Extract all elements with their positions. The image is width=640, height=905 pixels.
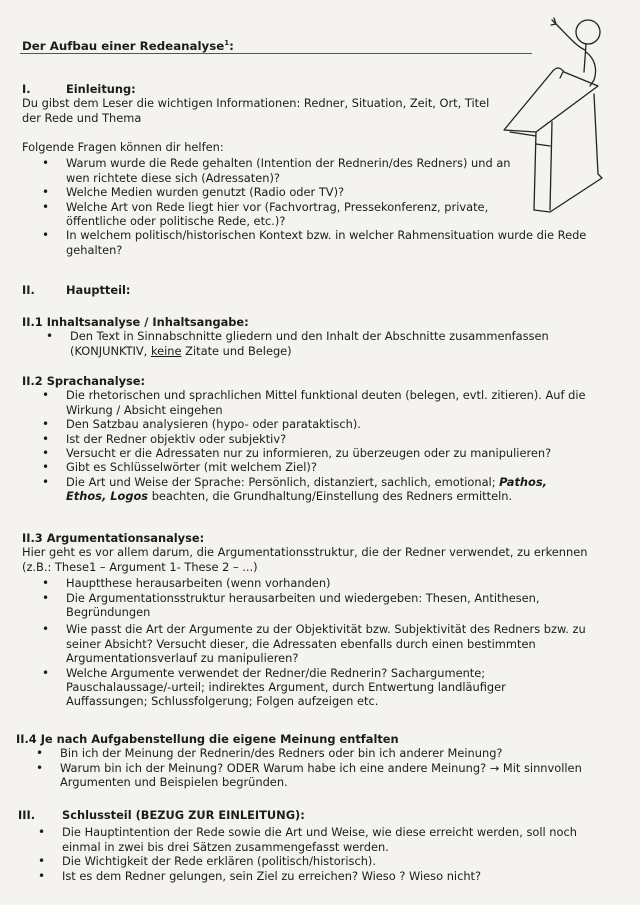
intro-line: (z.B.: These1 – Argument 1- These 2 – ...) bbox=[22, 559, 258, 574]
schlussteil-list bbox=[18, 825, 618, 883]
section-eigene-meinung bbox=[16, 732, 616, 790]
list-item: • Welche Argumente verwendet der Redner/die Rednerin? Sachargumente; Pauschalaussage/-urteil; indirektes Argument, durch Entwertung landläufiger Auffassungen; Schlussfolgerung; Folgen aufzeigen etc. bbox=[22, 666, 622, 709]
eigene-meinung-list bbox=[16, 746, 616, 789]
intro-line: Hier geht es vor allem darum, die Argumentationsstruktur, die der Redner verwendet, zu erkennen bbox=[22, 545, 588, 560]
section-heading: III. Schlussteil (BEZUG ZUR EINLEITUNG): bbox=[18, 808, 305, 822]
list-item: • In welchem politisch/historischen Kontext bzw. in welcher Rahmensituation wurde die Rede gehalten? bbox=[22, 228, 592, 257]
list-item: • Welche Art von Rede liegt hier vor (Fachvortrag, Pressekonferenz, private, öffentliche oder politische Rede, etc.)? bbox=[22, 200, 592, 229]
argumentationsanalyse-list bbox=[22, 576, 622, 709]
questions-label: Folgende Fragen können dir helfen: bbox=[22, 140, 224, 154]
list-item: • Den Satzbau analysieren (hypo- oder parataktisch). bbox=[22, 417, 622, 431]
list-item: • Die Hauptintention der Rede sowie die Art und Weise, wie diese erreicht werden, soll noch einmal in zwei bis drei Sätzen zusammengefasst werden. bbox=[18, 825, 618, 854]
section-heading: I. Einleitung: bbox=[22, 82, 136, 96]
page-title: Der Aufbau einer Redeanalyse$^1$: bbox=[22, 38, 234, 53]
list-item: • Die Art und Weise der Sprache: Persönlich, distanziert, sachlich, emotional; Pathos, Ethos, Logos beachten, die Grundhaltung/Einstellung des Redners ermitteln. bbox=[22, 475, 622, 504]
list-item: • Hauptthese herausarbeiten (wenn vorhanden) bbox=[22, 576, 622, 590]
sprachanalyse-list bbox=[22, 388, 622, 503]
subsection-heading: II.3 Argumentationsanalyse: bbox=[22, 531, 205, 545]
section-inhaltsanalyse bbox=[22, 315, 612, 358]
list-item: • Die Argumentationsstruktur herausarbeiten und wiedergeben: Thesen, Antithesen, Begründungen bbox=[22, 591, 622, 620]
section-schlussteil bbox=[18, 808, 618, 883]
title-underline bbox=[20, 53, 532, 54]
subsection-heading: II.4 Je nach Aufgabenstellung die eigene Meinung entfalten bbox=[16, 732, 399, 746]
section-einleitung-questions bbox=[22, 140, 592, 257]
section-sprachanalyse bbox=[22, 374, 622, 504]
list-item: • Die Wichtigkeit der Rede erklären (politisch/historisch). bbox=[18, 854, 618, 868]
list-item: • Warum bin ich der Meinung? ODER Warum habe ich eine andere Meinung? → Mit sinnvollen Argumenten und Beispielen begründen. bbox=[16, 761, 616, 790]
list-item: • Den Text in Sinnabschnitte gliedern und den Inhalt der Abschnitte zusammenfassen (KONJUNKTIV, keine Zitate und Belege) bbox=[22, 329, 612, 358]
list-item: • Wie passt die Art der Argumente zu der Objektivität bzw. Subjektivität des Redners bzw. zu seiner Absicht? Versucht dieser, die Adressaten ebenfalls durch einen bestimmten Argumentationsverlauf zu manipulieren? bbox=[22, 622, 622, 665]
list-item: • Gibt es Schlüsselwörter (mit welchem Ziel)? bbox=[22, 460, 622, 474]
section-argumentationsanalyse bbox=[22, 531, 622, 709]
inhaltsanalyse-list bbox=[22, 329, 612, 358]
list-item: • Ist es dem Redner gelungen, sein Ziel zu erreichen? Wieso ? Wieso nicht? bbox=[18, 869, 618, 883]
list-item: • Ist der Redner objektiv oder subjektiv? bbox=[22, 432, 622, 446]
intro-line: der Rede und Thema bbox=[22, 110, 142, 125]
section-hauptteil-heading: II. Hauptteil: bbox=[22, 283, 131, 297]
subsection-heading: II.1 Inhaltsanalyse / Inhaltsangabe: bbox=[22, 315, 249, 329]
intro-line: Du gibst dem Leser die wichtigen Informationen: Redner, Situation, Zeit, Ort, Titel bbox=[22, 96, 490, 111]
questions-list bbox=[22, 156, 592, 257]
list-item: • Bin ich der Meinung der Rednerin/des Redners oder bin ich anderer Meinung? bbox=[16, 746, 616, 760]
list-item: • Die rhetorischen und sprachlichen Mittel funktional deuten (belegen, evtl. zitieren). Auf die Wirkung / Absicht eingehen bbox=[22, 388, 622, 417]
section-einleitung bbox=[22, 82, 492, 125]
subsection-heading: II.2 Sprachanalyse: bbox=[22, 374, 146, 388]
list-item: • Welche Medien wurden genutzt (Radio oder TV)? bbox=[22, 185, 592, 199]
list-item: • Warum wurde die Rede gehalten (Intention der Rednerin/des Redners) und an wen richtete diese sich (Adressaten)? bbox=[22, 156, 592, 185]
list-item: • Versucht er die Adressaten nur zu informieren, zu überzeugen oder zu manipulieren? bbox=[22, 446, 622, 460]
